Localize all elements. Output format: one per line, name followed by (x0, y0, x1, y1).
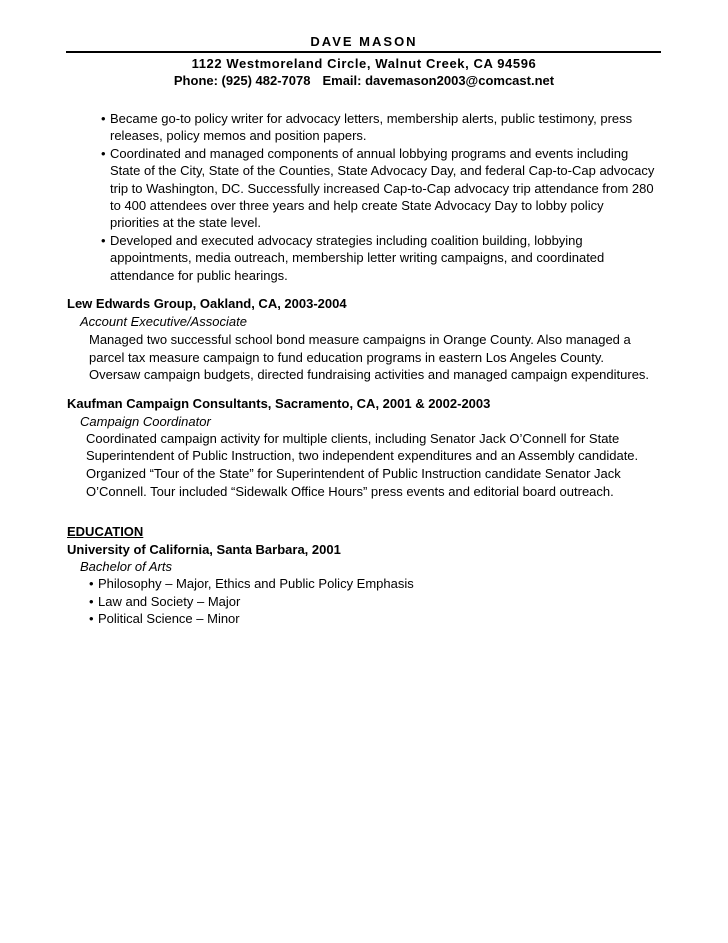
job-description-line: O’Connell. Tour included “Sidewalk Office Hours” press events and editorial board outreach. (86, 484, 614, 499)
degree-name: Bachelor of Arts (80, 559, 173, 574)
contact-line (0, 73, 728, 88)
job-title: Account Executive/Associate (80, 314, 247, 329)
education-heading: EDUCATION (67, 524, 144, 539)
bullet-line: • Coordinated and managed components of annual lobbying programs and events including (101, 145, 628, 162)
job-title: Campaign Coordinator (80, 414, 211, 429)
job-description-line: Coordinated campaign activity for multiple clients, including Senator Jack O’Connell for State (86, 431, 620, 446)
email-text: Email: davemason2003@comcast.net (322, 73, 555, 88)
candidate-name: DAVE MASON (310, 34, 418, 49)
job-description-line: Oversaw campaign budgets, directed fundraising activities and managed campaign expenditures. (89, 367, 650, 382)
employer-heading: Lew Edwards Group, Oakland, CA, 2003-2004 (67, 296, 347, 311)
bullet-line: • Became go-to policy writer for advocacy letters, membership alerts, public testimony, press (101, 110, 632, 127)
education-item: • Law and Society – Major (89, 593, 240, 610)
employer-heading: Kaufman Campaign Consultants, Sacramento, CA, 2001 & 2002-2003 (67, 396, 491, 411)
job-description-line: Superintendent of Public Instruction, two independent expenditures and an Assembly candidate. (86, 448, 639, 463)
bullet-line: releases, policy memos and position papers. (110, 128, 367, 143)
job-description-line: parcel tax measure campaign to fund education programs in eastern Los Angeles County. (89, 350, 605, 365)
job-description-line: Managed two successful school bond measure campaigns in Orange County. Also managed a (89, 332, 631, 347)
education-item: • Political Science – Minor (89, 610, 240, 627)
bullet-line: • Developed and executed advocacy strategies including coalition building, lobbying (101, 232, 583, 249)
bullet-line: priorities at the state level. (110, 215, 262, 230)
address-line: 1122 Westmoreland Circle, Walnut Creek, CA 94596 (191, 56, 537, 71)
education-item: • Philosophy – Major, Ethics and Public Policy Emphasis (89, 575, 414, 592)
bullet-line: State of the City, State of the Counties, State Advocacy Day, and federal Cap-to-Cap advocacy (110, 163, 655, 178)
header-rule (66, 51, 661, 53)
bullet-line: attendance for public hearings. (110, 268, 288, 283)
bullet-line: trip to Washington, DC. Successfully increased Cap-to-Cap advocacy trip attendance from 280 (110, 181, 654, 196)
bullet-line: to 400 attendees over three years and help create State Advocacy Day to lobby policy (110, 198, 604, 213)
bullet-line: appointments, media outreach, membership letter writing campaigns, and coordinated (110, 250, 605, 265)
job-description-line: Organized “Tour of the State” for Superintendent of Public Instruction candidate Senator Jack (86, 466, 621, 481)
phone-text: Phone: (925) 482-7078 (173, 73, 311, 88)
school-name: University of California, Santa Barbara, 2001 (67, 542, 341, 557)
